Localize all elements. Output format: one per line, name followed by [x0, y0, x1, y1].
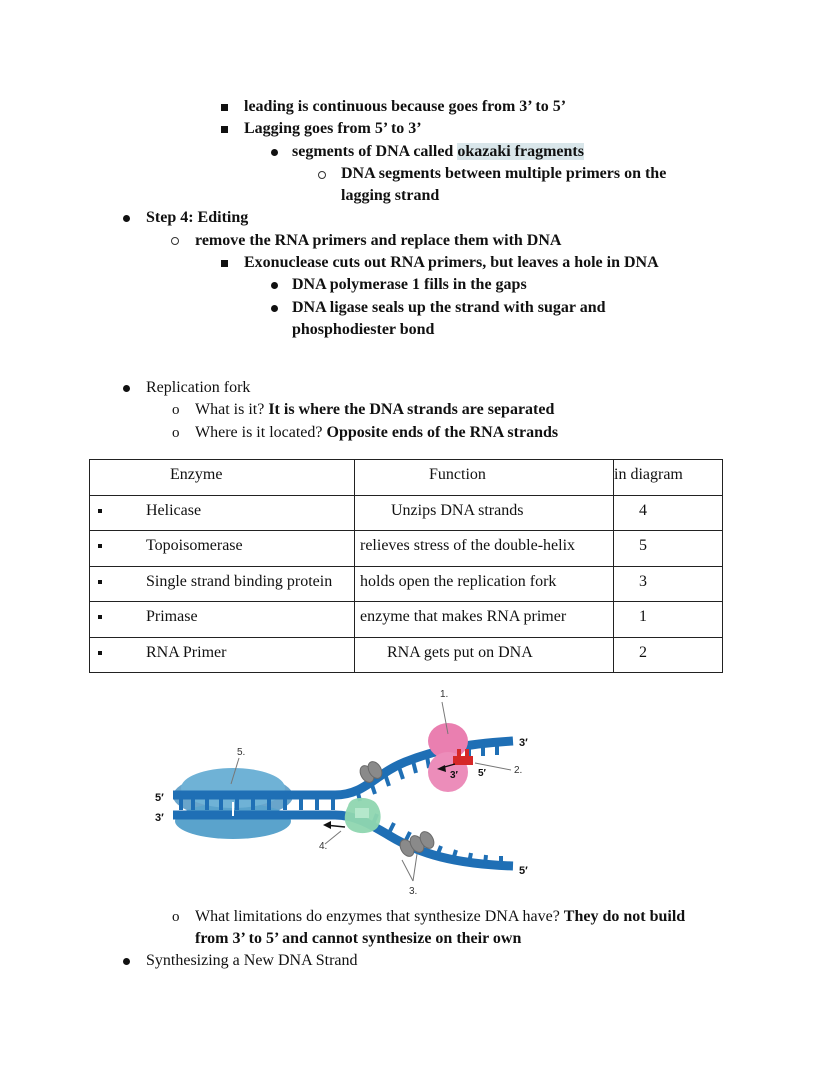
square-bullet-icon: [221, 126, 228, 133]
note-line-leading: leading is continuous because goes from 3’ to 5’: [244, 98, 567, 115]
table-row: [90, 602, 723, 638]
square-bullet-icon: [98, 580, 102, 584]
enzyme-cell: [90, 637, 355, 673]
arrow-left-icon: [323, 821, 345, 829]
header-text: in diagram: [614, 466, 683, 483]
enzyme-table: [89, 459, 723, 673]
note-line-polymerase: DNA polymerase 1 fills in the gaps: [292, 276, 527, 293]
replication-fork-diagram: [145, 684, 545, 899]
label-ssb: 3.: [409, 886, 418, 897]
diagram-number: 1: [639, 608, 647, 625]
diagram-number: 4: [639, 501, 647, 519]
note-line-lagging: Lagging goes from 5’ to 3’: [244, 120, 422, 137]
o-bullet-icon: o: [172, 402, 180, 418]
disc-bullet-icon: [123, 385, 130, 392]
function-cell: [355, 602, 614, 638]
end-left-bottom: 3′: [155, 812, 164, 824]
square-bullet-icon: [221, 104, 228, 111]
square-bullet-icon: [98, 615, 102, 619]
square-bullet-icon: [98, 509, 102, 513]
o-bullet-icon: o: [172, 909, 180, 925]
circle-bullet-icon: [318, 171, 326, 179]
header-enzyme: [90, 460, 355, 496]
primer-end-3: 3′: [450, 770, 458, 781]
table-row: [90, 531, 723, 567]
end-left-top: 5′: [155, 792, 164, 804]
note-line-dna-segments: DNA segments between multiple primers on the: [341, 165, 667, 182]
okazaki-highlight: okazaki fragments: [457, 143, 584, 160]
enzyme-cell: [90, 531, 355, 567]
enzyme-name: Topoisomerase: [146, 537, 243, 554]
number-cell: [614, 531, 723, 567]
header-text: Function: [429, 466, 486, 483]
note-line-ligase: DNA ligase seals up the strand with sugar and: [292, 299, 606, 316]
enzyme-name: Primase: [146, 608, 198, 625]
note-line-exonuclease: Exonuclease cuts out RNA primers, but leaves a hole in DNA: [244, 254, 659, 271]
number-cell: [614, 566, 723, 602]
answer-text: Opposite ends of the RNA strands: [326, 424, 559, 441]
square-bullet-icon: [221, 260, 228, 267]
disc-bullet-icon: [271, 149, 278, 156]
label-helicase: 4.: [319, 841, 328, 852]
enzyme-cell: [90, 566, 355, 602]
disc-bullet-icon: [271, 282, 278, 289]
square-bullet-icon: [98, 651, 102, 655]
enzyme-cell: [90, 602, 355, 638]
diagram-number: 3: [639, 572, 647, 590]
end-upper-right: 3′: [519, 737, 528, 749]
disc-bullet-icon: [123, 215, 130, 222]
enzyme-cell: [90, 495, 355, 531]
end-lower-right: 5′: [519, 865, 528, 877]
label-rna-primer: 2.: [514, 765, 523, 776]
enzyme-name: RNA Primer: [146, 643, 227, 661]
function-cell: [355, 566, 614, 602]
limitations-question: [195, 906, 685, 928]
disc-bullet-icon: [271, 305, 278, 312]
fork-question-where: [195, 422, 558, 444]
replication-fork-heading: Replication fork: [146, 379, 251, 396]
o-bullet-icon: o: [172, 425, 180, 441]
header-text: Enzyme: [170, 466, 223, 483]
synthesizing-heading: Synthesizing a New DNA Strand: [146, 952, 358, 969]
note-line-phosphodiester: phosphodiester bond: [292, 321, 435, 338]
okazaki-pre-text: segments of DNA called: [292, 143, 458, 160]
question-text: Where is it located?: [195, 424, 327, 441]
question-text: What limitations do enzymes that synthesize DNA have?: [195, 908, 564, 925]
label-topoisomerase: 5.: [237, 747, 246, 758]
note-line-lagging-strand: lagging strand: [341, 187, 440, 204]
function-text: Unzips DNA strands: [391, 501, 524, 519]
table-row: [90, 566, 723, 602]
square-bullet-icon: [98, 544, 102, 548]
answer-text: It is where the DNA strands are separated: [268, 401, 555, 418]
table-row: [90, 637, 723, 673]
table-header-row: [90, 460, 723, 496]
number-cell: [614, 637, 723, 673]
note-line-remove-primers: remove the RNA primers and replace them with DNA: [195, 232, 562, 249]
function-text: enzyme that makes RNA primer: [360, 608, 567, 625]
question-text: What is it?: [195, 401, 269, 418]
limitations-answer-cont: from 3’ to 5’ and cannot synthesize on their own: [195, 930, 522, 947]
function-cell: [355, 495, 614, 531]
answer-text: They do not build: [563, 908, 686, 925]
diagram-number: 2: [639, 643, 647, 661]
number-cell: [614, 495, 723, 531]
helicase-icon: [345, 798, 381, 833]
label-primase: 1.: [440, 689, 449, 700]
enzyme-name: Helicase: [146, 501, 202, 519]
circle-bullet-icon: [171, 237, 179, 245]
step4-heading: Step 4: Editing: [146, 209, 249, 226]
primer-end-5: 5′: [478, 768, 486, 779]
note-line-okazaki: [292, 141, 584, 163]
header-in-diagram: [614, 460, 723, 496]
function-text: relieves stress of the double-helix: [360, 537, 576, 554]
number-cell: [614, 602, 723, 638]
function-text: RNA gets put on DNA: [387, 643, 533, 661]
enzyme-name: Single strand binding protein: [146, 572, 333, 590]
disc-bullet-icon: [123, 958, 130, 965]
diagram-number: 5: [639, 537, 647, 554]
function-text: holds open the replication fork: [360, 572, 557, 590]
table-row: [90, 495, 723, 531]
fork-question-what: [195, 399, 554, 421]
function-cell: [355, 637, 614, 673]
header-function: [355, 460, 614, 496]
function-cell: [355, 531, 614, 567]
